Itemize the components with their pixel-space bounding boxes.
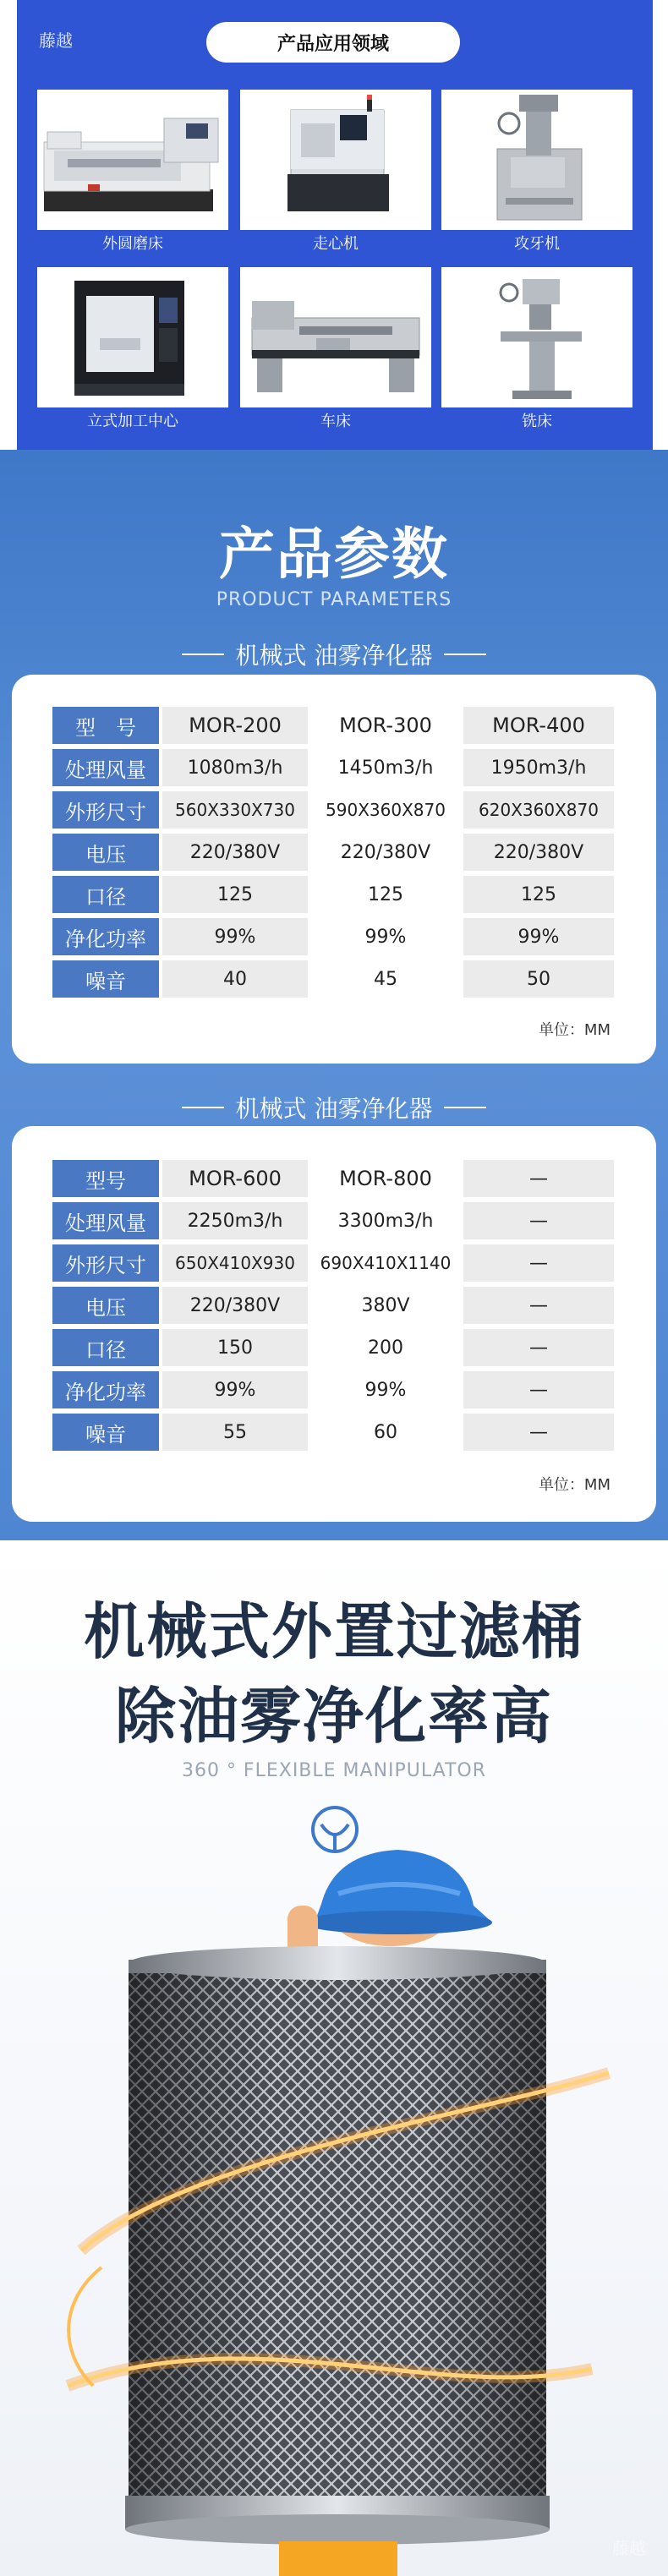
table-cell: 55 xyxy=(162,1414,308,1451)
table-cell: 99% xyxy=(313,1371,458,1408)
table-cell: 99% xyxy=(162,918,308,955)
table-cell: 1080m3/h xyxy=(162,749,308,786)
brand-logo-icon xyxy=(313,1808,357,1851)
divider xyxy=(182,654,224,655)
table-cell: 60 xyxy=(313,1414,458,1451)
row-label: 外形尺寸 xyxy=(52,1244,159,1282)
filter-cartridge xyxy=(125,1946,550,2576)
filter-subtitle: 360 ° FLEXIBLE MANIPULATOR xyxy=(181,1760,487,1781)
table-heading-2 xyxy=(0,1091,668,1124)
application-card-tapping[interactable] xyxy=(441,90,632,259)
brand-name: 藤越 xyxy=(39,30,73,51)
table-cell: — xyxy=(463,1287,614,1324)
parameters-subtitle: PRODUCT PARAMETERS xyxy=(216,589,452,610)
vertical-machining-center-icon xyxy=(37,267,228,407)
table-cell: 99% xyxy=(463,918,614,955)
header-model-label: 型号 xyxy=(52,1160,159,1197)
filter-headline-2: 除油雾净化率高 xyxy=(114,1681,553,1752)
header-model-label: 型 号 xyxy=(52,707,159,744)
milling-machine-icon xyxy=(441,267,632,407)
table-cell: 1450m3/h xyxy=(313,749,458,786)
table-heading-text: 机械式 油雾净化器 xyxy=(235,642,433,670)
table-cell: 125 xyxy=(313,876,458,913)
table-cell: 99% xyxy=(162,1371,308,1408)
application-label: 立式加工中心 xyxy=(87,413,178,430)
table-cell: 125 xyxy=(162,876,308,913)
divider xyxy=(182,1107,224,1108)
row-label: 处理风量 xyxy=(52,1202,159,1239)
application-card-vmc[interactable] xyxy=(37,267,228,436)
model-name: — xyxy=(463,1160,614,1197)
table-cell: 2250m3/h xyxy=(162,1202,308,1239)
application-section xyxy=(17,0,653,450)
row-label: 处理风量 xyxy=(52,749,159,786)
tapping-machine-icon xyxy=(441,90,632,230)
table-cell: 590X360X870 xyxy=(313,791,458,829)
table-cell: 220/380V xyxy=(162,834,308,871)
table-heading-1 xyxy=(0,637,668,671)
application-card-grinder[interactable] xyxy=(37,90,228,259)
lathe-icon xyxy=(240,267,431,407)
row-label: 口径 xyxy=(52,876,159,913)
table-cell: — xyxy=(463,1244,614,1282)
table-cell: — xyxy=(463,1329,614,1366)
table-cell: 220/380V xyxy=(463,834,614,871)
row-label: 净化功率 xyxy=(52,1371,159,1408)
parameters-title: 产品参数 xyxy=(219,522,449,587)
parameters-section xyxy=(0,450,668,1540)
table-cell: 650X410X930 xyxy=(162,1244,308,1282)
row-label: 噪音 xyxy=(52,960,159,998)
table-cell: 690X410X1140 xyxy=(313,1244,458,1282)
application-card-lathe[interactable] xyxy=(240,267,431,436)
table-cell: 45 xyxy=(313,960,458,998)
table-cell: 1950m3/h xyxy=(463,749,614,786)
divider xyxy=(444,1107,486,1108)
table-cell: 620X360X870 xyxy=(463,791,614,829)
applications-title: 产品应用领域 xyxy=(206,22,460,63)
grinder-machine-icon xyxy=(37,90,228,230)
table-cell: 220/380V xyxy=(162,1287,308,1324)
unit-note: 单位：MM xyxy=(538,1476,611,1494)
application-card-swiss-lathe[interactable] xyxy=(240,90,431,259)
application-card-milling[interactable] xyxy=(441,267,632,436)
table-cell: 560X330X730 xyxy=(162,791,308,829)
table-cell: — xyxy=(463,1371,614,1408)
table-cell: 50 xyxy=(463,960,614,998)
application-label: 铣床 xyxy=(522,413,552,430)
model-name: MOR-400 xyxy=(463,707,614,744)
swiss-lathe-icon xyxy=(240,90,431,230)
row-label: 电压 xyxy=(52,834,159,871)
application-label: 走心机 xyxy=(313,235,359,253)
unit-note: 单位：MM xyxy=(538,1021,611,1039)
filter-headline-1: 机械式外置过滤桶 xyxy=(83,1596,584,1667)
table-cell: 99% xyxy=(313,918,458,955)
application-label: 车床 xyxy=(320,413,351,430)
divider xyxy=(444,654,486,655)
filter-section xyxy=(0,1540,668,2576)
row-label: 口径 xyxy=(52,1329,159,1366)
table-cell: 200 xyxy=(313,1329,458,1366)
table-cell: 40 xyxy=(162,960,308,998)
table-cell: — xyxy=(463,1414,614,1451)
table-cell: 220/380V xyxy=(313,834,458,871)
table-heading-text: 机械式 油雾净化器 xyxy=(235,1095,433,1123)
model-name: MOR-800 xyxy=(313,1160,458,1197)
filter-cartridge-illustration xyxy=(0,1794,668,2576)
row-label: 电压 xyxy=(52,1287,159,1324)
table-cell: 380V xyxy=(313,1287,458,1324)
parameter-table-1 xyxy=(12,675,656,1064)
table-cell: 125 xyxy=(463,876,614,913)
table-cell: 3300m3/h xyxy=(313,1202,458,1239)
table-cell: — xyxy=(463,1202,614,1239)
row-label: 噪音 xyxy=(52,1414,159,1451)
model-name: MOR-300 xyxy=(313,707,458,744)
model-name: MOR-200 xyxy=(162,707,308,744)
table-cell: 150 xyxy=(162,1329,308,1366)
parameter-table-2 xyxy=(12,1126,656,1522)
model-name: MOR-600 xyxy=(162,1160,308,1197)
row-label: 净化功率 xyxy=(52,918,159,955)
application-label: 外圆磨床 xyxy=(102,235,163,253)
row-label: 外形尺寸 xyxy=(52,791,159,829)
application-label: 攻牙机 xyxy=(514,235,560,253)
watermark: 藤越 xyxy=(612,2538,646,2558)
